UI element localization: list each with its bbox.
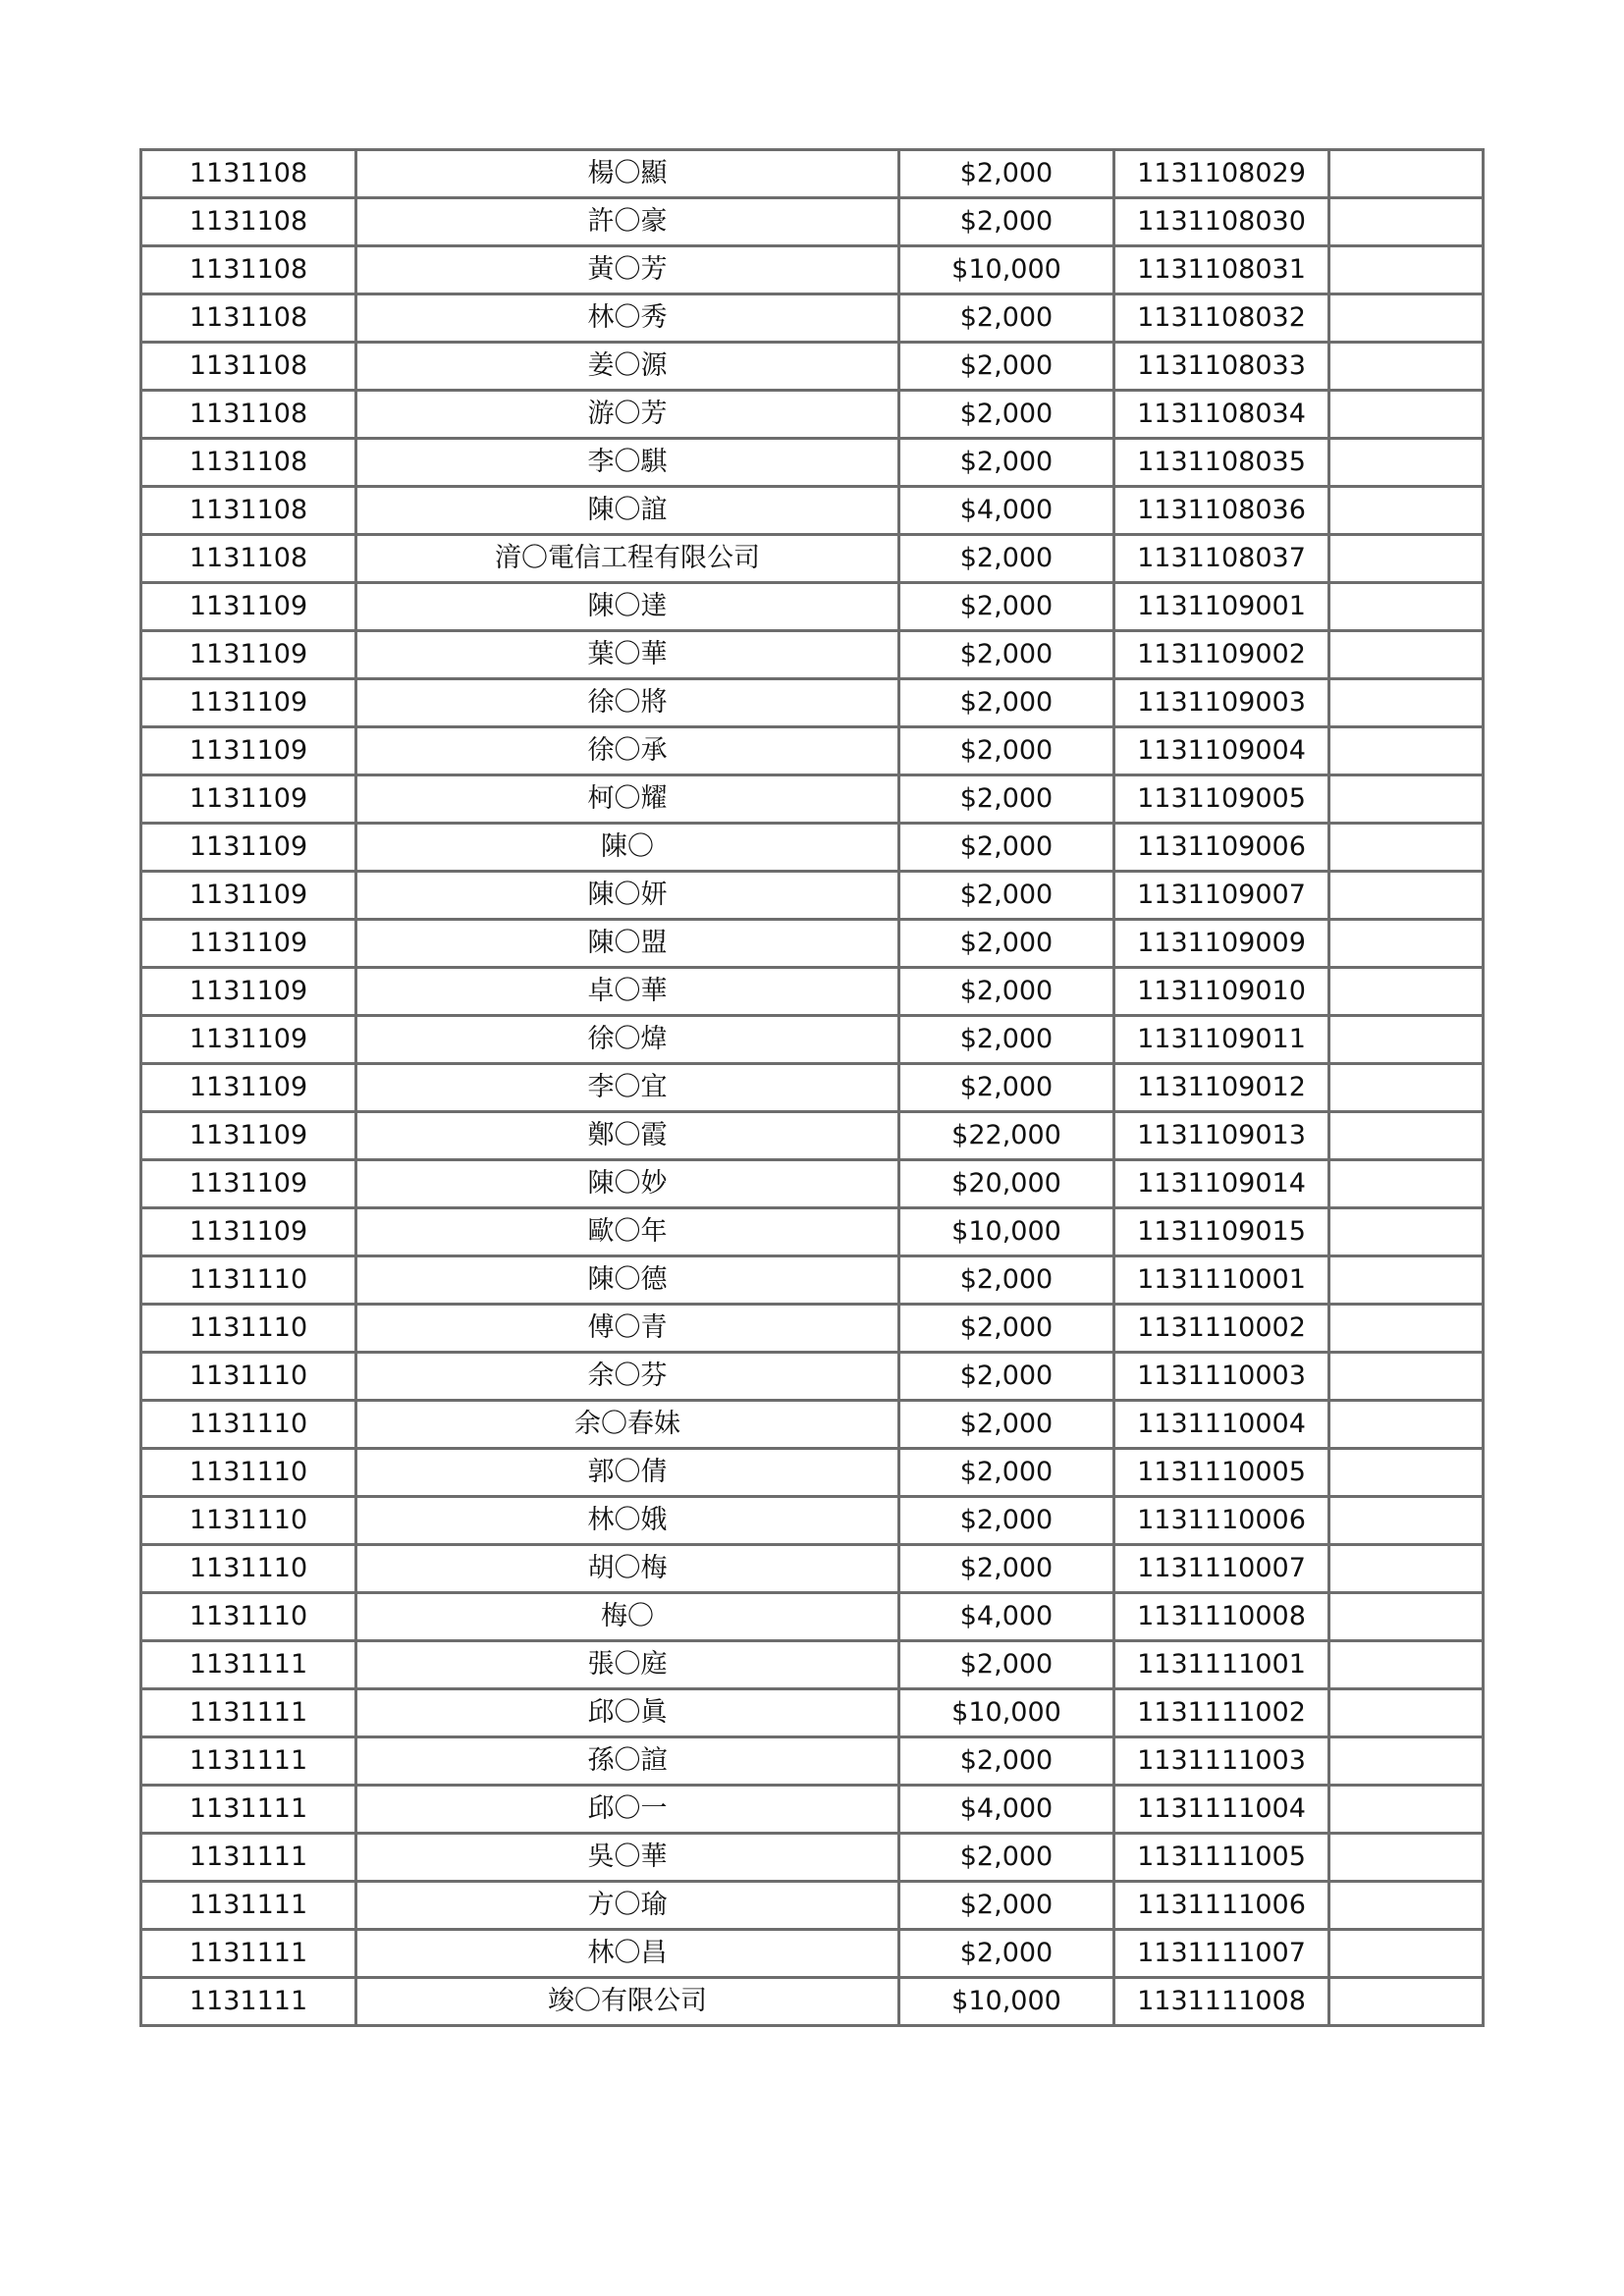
note-cell <box>1329 439 1484 487</box>
receipt-number-cell: 1131109011 <box>1114 1016 1329 1064</box>
amount-cell: $2,000 <box>899 679 1114 727</box>
amount-cell: $2,000 <box>899 1064 1114 1112</box>
date-cell: 1131109 <box>141 968 356 1016</box>
receipt-number-cell: 1131109001 <box>1114 583 1329 631</box>
date-cell: 1131109 <box>141 872 356 920</box>
date-cell: 1131110 <box>141 1256 356 1305</box>
date-cell: 1131111 <box>141 1737 356 1786</box>
table-row <box>141 1016 1484 1064</box>
table-row <box>141 968 1484 1016</box>
donor-name-cell: 郭〇倩 <box>356 1449 899 1497</box>
note-cell <box>1329 1689 1484 1737</box>
note-cell <box>1329 631 1484 679</box>
table-row <box>141 1737 1484 1786</box>
donor-name-cell: 許〇豪 <box>356 198 899 246</box>
table-row <box>141 1930 1484 1978</box>
table-row <box>141 487 1484 535</box>
donor-name-cell: 李〇騏 <box>356 439 899 487</box>
receipt-number-cell: 1131110003 <box>1114 1353 1329 1401</box>
receipt-number-cell: 1131109013 <box>1114 1112 1329 1160</box>
date-cell: 1131110 <box>141 1545 356 1593</box>
donor-name-cell: 邱〇一 <box>356 1786 899 1834</box>
amount-cell: $2,000 <box>899 1256 1114 1305</box>
donor-name-cell: 胡〇梅 <box>356 1545 899 1593</box>
date-cell: 1131109 <box>141 583 356 631</box>
note-cell <box>1329 679 1484 727</box>
date-cell: 1131109 <box>141 824 356 872</box>
note-cell <box>1329 487 1484 535</box>
date-cell: 1131110 <box>141 1353 356 1401</box>
table-row <box>141 294 1484 343</box>
table-row <box>141 824 1484 872</box>
note-cell <box>1329 1449 1484 1497</box>
table-row <box>141 246 1484 294</box>
date-cell: 1131109 <box>141 727 356 775</box>
donor-name-cell: 孫〇諠 <box>356 1737 899 1786</box>
date-cell: 1131108 <box>141 439 356 487</box>
donor-name-cell: 徐〇煒 <box>356 1016 899 1064</box>
table-row <box>141 1786 1484 1834</box>
receipt-number-cell: 1131108034 <box>1114 391 1329 439</box>
note-cell <box>1329 294 1484 343</box>
table-row <box>141 1256 1484 1305</box>
table-row <box>141 1208 1484 1256</box>
donor-name-cell: 竣〇有限公司 <box>356 1978 899 2026</box>
amount-cell: $22,000 <box>899 1112 1114 1160</box>
date-cell: 1131110 <box>141 1401 356 1449</box>
note-cell <box>1329 1353 1484 1401</box>
amount-cell: $2,000 <box>899 775 1114 824</box>
amount-cell: $10,000 <box>899 1689 1114 1737</box>
note-cell <box>1329 1930 1484 1978</box>
donor-name-cell: 余〇芬 <box>356 1353 899 1401</box>
table-row <box>141 1160 1484 1208</box>
date-cell: 1131111 <box>141 1882 356 1930</box>
date-cell: 1131111 <box>141 1641 356 1689</box>
note-cell <box>1329 1256 1484 1305</box>
amount-cell: $2,000 <box>899 1930 1114 1978</box>
amount-cell: $10,000 <box>899 1978 1114 2026</box>
table-row <box>141 1449 1484 1497</box>
receipt-number-cell: 1131110005 <box>1114 1449 1329 1497</box>
donor-name-cell: 陳〇 <box>356 824 899 872</box>
donation-table-body <box>141 150 1484 2026</box>
date-cell: 1131111 <box>141 1834 356 1882</box>
table-row <box>141 1641 1484 1689</box>
donor-name-cell: 林〇昌 <box>356 1930 899 1978</box>
table-row <box>141 583 1484 631</box>
date-cell: 1131108 <box>141 487 356 535</box>
date-cell: 1131111 <box>141 1978 356 2026</box>
amount-cell: $2,000 <box>899 872 1114 920</box>
receipt-number-cell: 1131110002 <box>1114 1305 1329 1353</box>
donor-name-cell: 邱〇眞 <box>356 1689 899 1737</box>
date-cell: 1131109 <box>141 1112 356 1160</box>
donor-name-cell: 鄭〇霞 <box>356 1112 899 1160</box>
donor-name-cell: 陳〇妍 <box>356 872 899 920</box>
amount-cell: $4,000 <box>899 1786 1114 1834</box>
note-cell <box>1329 246 1484 294</box>
receipt-number-cell: 1131108035 <box>1114 439 1329 487</box>
receipt-number-cell: 1131109004 <box>1114 727 1329 775</box>
receipt-number-cell: 1131111008 <box>1114 1978 1329 2026</box>
note-cell <box>1329 583 1484 631</box>
donor-name-cell: 林〇秀 <box>356 294 899 343</box>
table-row <box>141 1689 1484 1737</box>
receipt-number-cell: 1131108036 <box>1114 487 1329 535</box>
table-row <box>141 1064 1484 1112</box>
donor-name-cell: 梅〇 <box>356 1593 899 1641</box>
date-cell: 1131109 <box>141 775 356 824</box>
table-row <box>141 343 1484 391</box>
note-cell <box>1329 1641 1484 1689</box>
amount-cell: $2,000 <box>899 391 1114 439</box>
receipt-number-cell: 1131108032 <box>1114 294 1329 343</box>
amount-cell: $2,000 <box>899 727 1114 775</box>
receipt-number-cell: 1131108031 <box>1114 246 1329 294</box>
amount-cell: $20,000 <box>899 1160 1114 1208</box>
receipt-number-cell: 1131111003 <box>1114 1737 1329 1786</box>
receipt-number-cell: 1131110006 <box>1114 1497 1329 1545</box>
note-cell <box>1329 1497 1484 1545</box>
note-cell <box>1329 391 1484 439</box>
note-cell <box>1329 1882 1484 1930</box>
table-row <box>141 535 1484 583</box>
date-cell: 1131110 <box>141 1497 356 1545</box>
note-cell <box>1329 1545 1484 1593</box>
table-row <box>141 1593 1484 1641</box>
note-cell <box>1329 1593 1484 1641</box>
amount-cell: $2,000 <box>899 1882 1114 1930</box>
donor-name-cell: 陳〇妙 <box>356 1160 899 1208</box>
note-cell <box>1329 1208 1484 1256</box>
date-cell: 1131108 <box>141 294 356 343</box>
receipt-number-cell: 1131109009 <box>1114 920 1329 968</box>
receipt-number-cell: 1131108037 <box>1114 535 1329 583</box>
note-cell <box>1329 1834 1484 1882</box>
table-row <box>141 1112 1484 1160</box>
amount-cell: $2,000 <box>899 150 1114 198</box>
amount-cell: $2,000 <box>899 1641 1114 1689</box>
receipt-number-cell: 1131110004 <box>1114 1401 1329 1449</box>
amount-cell: $2,000 <box>899 535 1114 583</box>
receipt-number-cell: 1131111001 <box>1114 1641 1329 1689</box>
note-cell <box>1329 1016 1484 1064</box>
donor-name-cell: 方〇瑜 <box>356 1882 899 1930</box>
donor-name-cell: 徐〇將 <box>356 679 899 727</box>
note-cell <box>1329 920 1484 968</box>
table-row <box>141 1305 1484 1353</box>
note-cell <box>1329 343 1484 391</box>
donor-name-cell: 湇〇電信工程有限公司 <box>356 535 899 583</box>
date-cell: 1131108 <box>141 198 356 246</box>
donor-name-cell: 陳〇達 <box>356 583 899 631</box>
amount-cell: $10,000 <box>899 246 1114 294</box>
amount-cell: $2,000 <box>899 294 1114 343</box>
date-cell: 1131108 <box>141 535 356 583</box>
donor-name-cell: 柯〇耀 <box>356 775 899 824</box>
receipt-number-cell: 1131109005 <box>1114 775 1329 824</box>
table-row <box>141 198 1484 246</box>
receipt-number-cell: 1131111004 <box>1114 1786 1329 1834</box>
donor-name-cell: 吳〇華 <box>356 1834 899 1882</box>
donor-name-cell: 陳〇德 <box>356 1256 899 1305</box>
table-row <box>141 391 1484 439</box>
table-row <box>141 1834 1484 1882</box>
date-cell: 1131111 <box>141 1930 356 1978</box>
donor-name-cell: 卓〇華 <box>356 968 899 1016</box>
donor-name-cell: 余〇春妹 <box>356 1401 899 1449</box>
amount-cell: $2,000 <box>899 1834 1114 1882</box>
receipt-number-cell: 1131109007 <box>1114 872 1329 920</box>
amount-cell: $2,000 <box>899 1305 1114 1353</box>
table-row <box>141 1978 1484 2026</box>
note-cell <box>1329 198 1484 246</box>
receipt-number-cell: 1131109010 <box>1114 968 1329 1016</box>
amount-cell: $2,000 <box>899 824 1114 872</box>
note-cell <box>1329 1737 1484 1786</box>
receipt-number-cell: 1131109012 <box>1114 1064 1329 1112</box>
table-row <box>141 872 1484 920</box>
receipt-number-cell: 1131110008 <box>1114 1593 1329 1641</box>
receipt-number-cell: 1131111006 <box>1114 1882 1329 1930</box>
receipt-number-cell: 1131109003 <box>1114 679 1329 727</box>
receipt-number-cell: 1131110001 <box>1114 1256 1329 1305</box>
table-row <box>141 439 1484 487</box>
donor-name-cell: 張〇庭 <box>356 1641 899 1689</box>
date-cell: 1131109 <box>141 1208 356 1256</box>
note-cell <box>1329 1305 1484 1353</box>
receipt-number-cell: 1131111002 <box>1114 1689 1329 1737</box>
donor-name-cell: 楊〇顯 <box>356 150 899 198</box>
amount-cell: $10,000 <box>899 1208 1114 1256</box>
note-cell <box>1329 1112 1484 1160</box>
date-cell: 1131110 <box>141 1593 356 1641</box>
table-row <box>141 631 1484 679</box>
table-row <box>141 1545 1484 1593</box>
note-cell <box>1329 968 1484 1016</box>
note-cell <box>1329 727 1484 775</box>
amount-cell: $2,000 <box>899 1449 1114 1497</box>
amount-cell: $2,000 <box>899 198 1114 246</box>
date-cell: 1131108 <box>141 391 356 439</box>
amount-cell: $4,000 <box>899 487 1114 535</box>
donation-table <box>139 148 1485 2027</box>
date-cell: 1131109 <box>141 679 356 727</box>
date-cell: 1131110 <box>141 1305 356 1353</box>
date-cell: 1131111 <box>141 1689 356 1737</box>
note-cell <box>1329 1160 1484 1208</box>
date-cell: 1131111 <box>141 1786 356 1834</box>
note-cell <box>1329 1401 1484 1449</box>
donor-name-cell: 陳〇盟 <box>356 920 899 968</box>
receipt-number-cell: 1131110007 <box>1114 1545 1329 1593</box>
amount-cell: $2,000 <box>899 1016 1114 1064</box>
amount-cell: $2,000 <box>899 1545 1114 1593</box>
note-cell <box>1329 535 1484 583</box>
note-cell <box>1329 150 1484 198</box>
donor-name-cell: 傅〇青 <box>356 1305 899 1353</box>
table-row <box>141 1353 1484 1401</box>
receipt-number-cell: 1131109014 <box>1114 1160 1329 1208</box>
receipt-number-cell: 1131109006 <box>1114 824 1329 872</box>
date-cell: 1131108 <box>141 343 356 391</box>
receipt-number-cell: 1131111005 <box>1114 1834 1329 1882</box>
amount-cell: $2,000 <box>899 631 1114 679</box>
date-cell: 1131108 <box>141 246 356 294</box>
date-cell: 1131109 <box>141 920 356 968</box>
note-cell <box>1329 1786 1484 1834</box>
amount-cell: $2,000 <box>899 920 1114 968</box>
date-cell: 1131109 <box>141 1160 356 1208</box>
note-cell <box>1329 1978 1484 2026</box>
date-cell: 1131109 <box>141 1064 356 1112</box>
donor-name-cell: 李〇宜 <box>356 1064 899 1112</box>
date-cell: 1131109 <box>141 1016 356 1064</box>
amount-cell: $2,000 <box>899 1353 1114 1401</box>
table-row <box>141 1497 1484 1545</box>
donor-name-cell: 黃〇芳 <box>356 246 899 294</box>
donor-name-cell: 徐〇承 <box>356 727 899 775</box>
table-row <box>141 920 1484 968</box>
donor-name-cell: 歐〇年 <box>356 1208 899 1256</box>
amount-cell: $2,000 <box>899 583 1114 631</box>
receipt-number-cell: 1131108033 <box>1114 343 1329 391</box>
table-row <box>141 727 1484 775</box>
amount-cell: $2,000 <box>899 343 1114 391</box>
receipt-number-cell: 1131111007 <box>1114 1930 1329 1978</box>
note-cell <box>1329 1064 1484 1112</box>
amount-cell: $2,000 <box>899 1737 1114 1786</box>
note-cell <box>1329 872 1484 920</box>
donor-name-cell: 游〇芳 <box>356 391 899 439</box>
amount-cell: $2,000 <box>899 968 1114 1016</box>
receipt-number-cell: 1131109015 <box>1114 1208 1329 1256</box>
table-row <box>141 679 1484 727</box>
receipt-number-cell: 1131108030 <box>1114 198 1329 246</box>
donor-name-cell: 林〇娥 <box>356 1497 899 1545</box>
date-cell: 1131109 <box>141 631 356 679</box>
donor-name-cell: 姜〇源 <box>356 343 899 391</box>
table-row <box>141 1882 1484 1930</box>
note-cell <box>1329 824 1484 872</box>
amount-cell: $2,000 <box>899 1401 1114 1449</box>
receipt-number-cell: 1131109002 <box>1114 631 1329 679</box>
donor-name-cell: 葉〇華 <box>356 631 899 679</box>
amount-cell: $4,000 <box>899 1593 1114 1641</box>
table-row <box>141 1401 1484 1449</box>
donor-name-cell: 陳〇誼 <box>356 487 899 535</box>
amount-cell: $2,000 <box>899 1497 1114 1545</box>
note-cell <box>1329 775 1484 824</box>
table-row <box>141 150 1484 198</box>
table-row <box>141 775 1484 824</box>
amount-cell: $2,000 <box>899 439 1114 487</box>
receipt-number-cell: 1131108029 <box>1114 150 1329 198</box>
date-cell: 1131108 <box>141 150 356 198</box>
date-cell: 1131110 <box>141 1449 356 1497</box>
